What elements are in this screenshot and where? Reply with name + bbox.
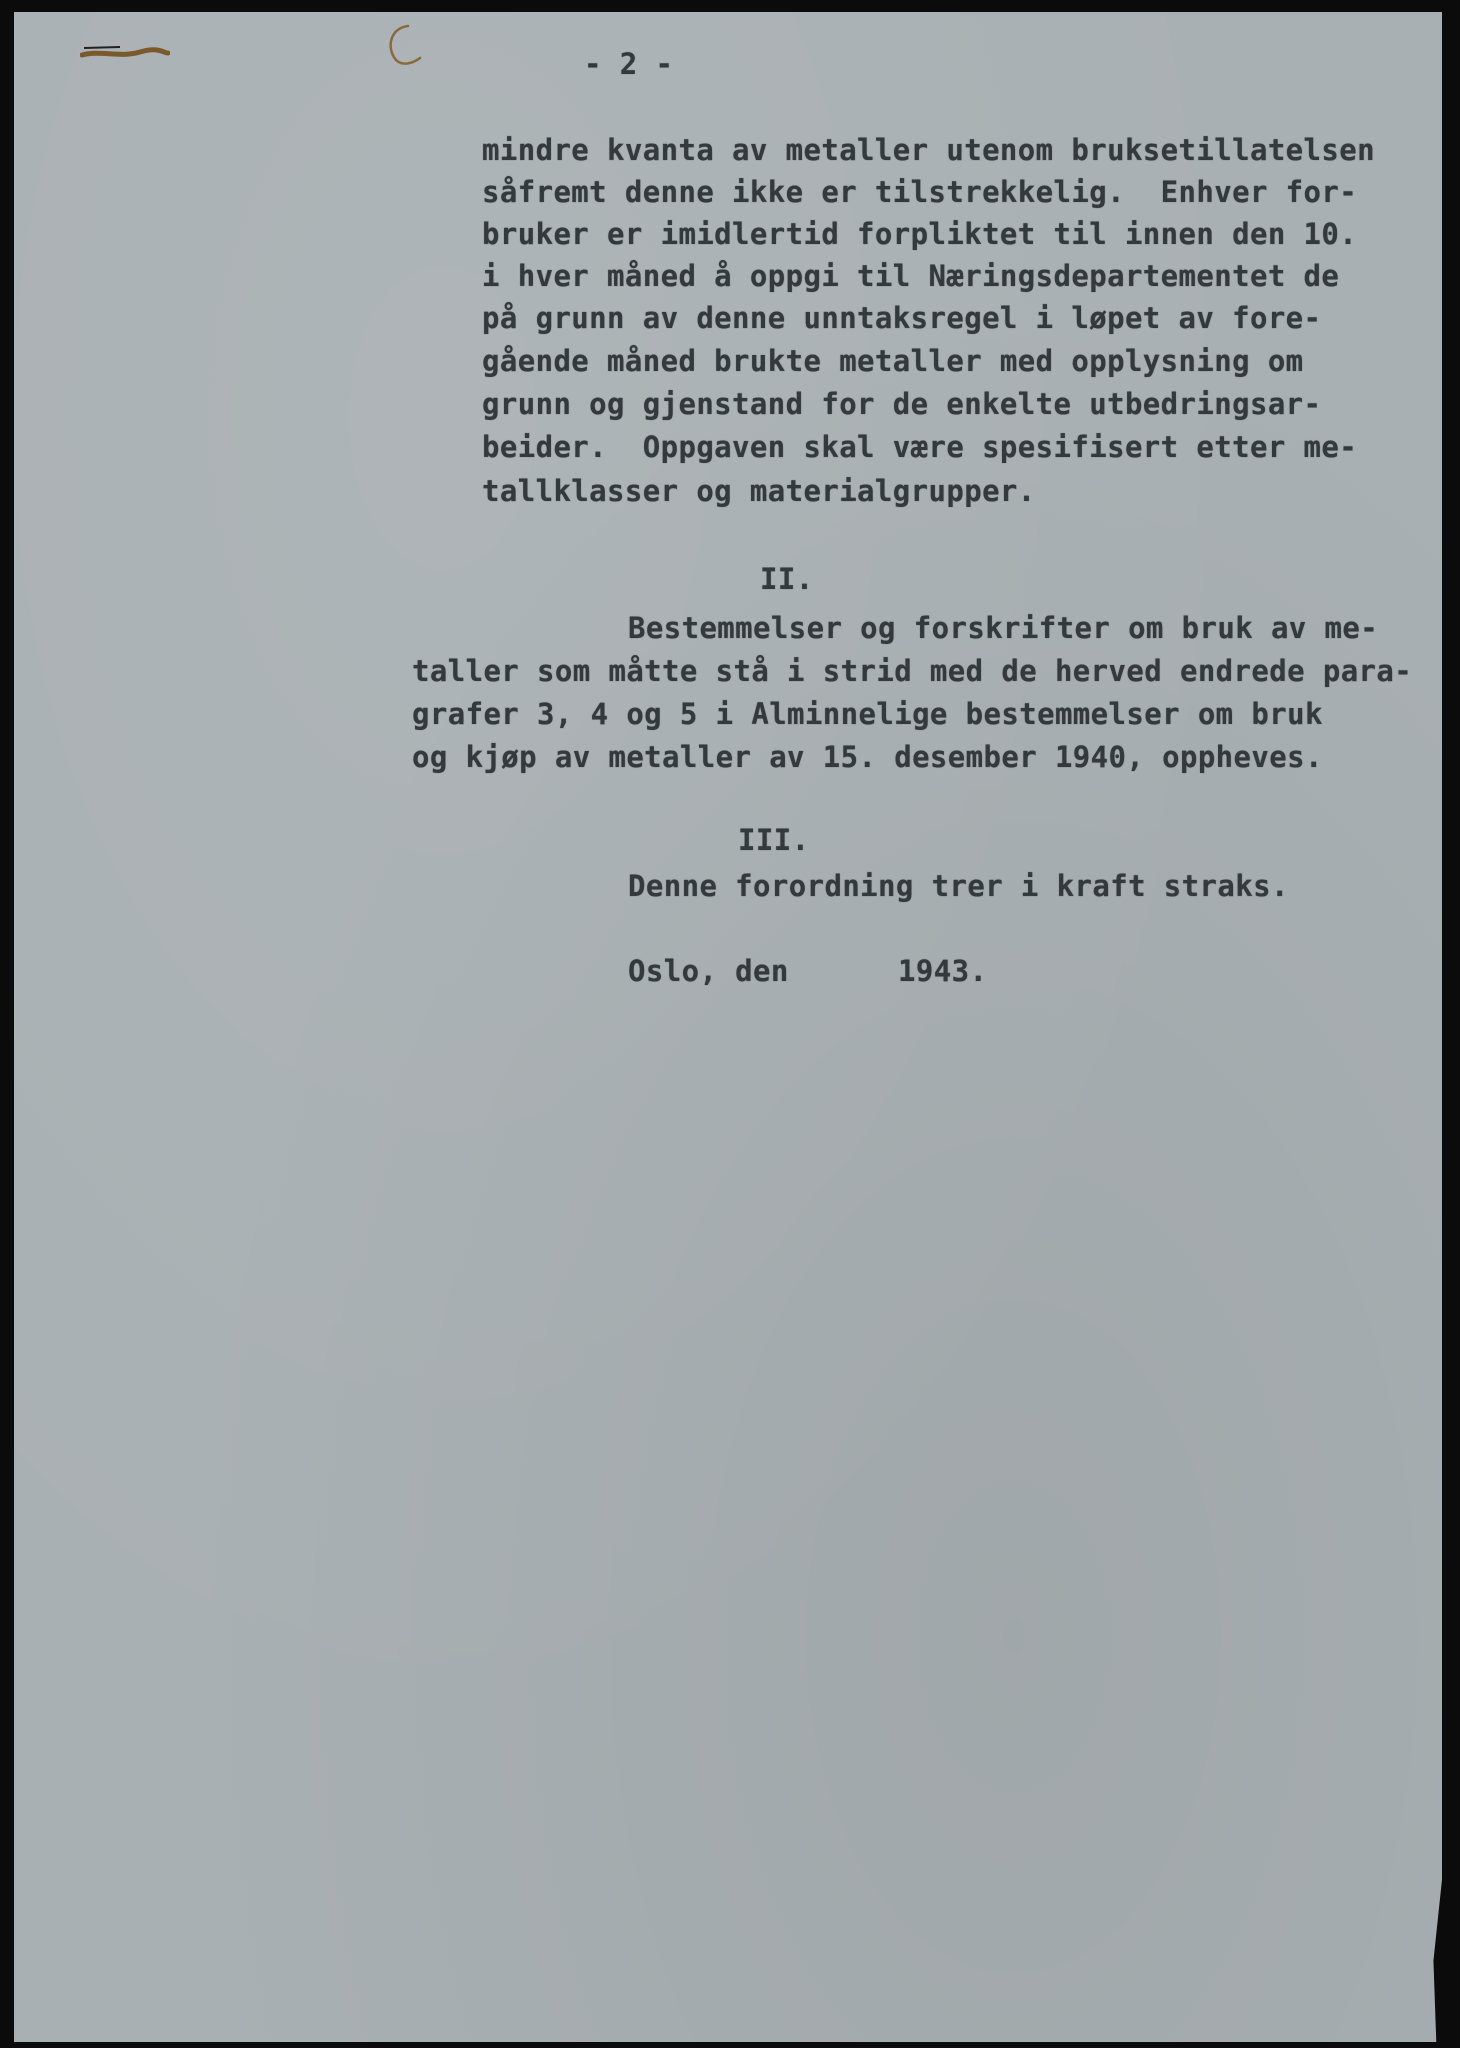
pencil-mark [80, 44, 170, 64]
section-line: taller som måtte stå i strid med de herved endrede para- [412, 654, 1413, 688]
date-place: Oslo, den [628, 954, 789, 988]
paragraph-line: bruker er imidlertid forpliktet til innen den 10. [482, 217, 1358, 251]
paragraph-line: grunn og gjenstand for de enkelte utbedringsar- [482, 387, 1322, 421]
paragraph-line: gående måned brukte metaller med opplysning om [482, 344, 1304, 378]
section-line: og kjøp av metaller av 15. desember 1940, oppheves. [412, 740, 1323, 774]
paragraph-line: såfremt denne ikke er tilstrekkelig. Enhver for- [482, 175, 1358, 209]
section-heading: III. [738, 823, 810, 857]
paragraph-line: mindre kvanta av metaller utenom bruksetillatelsen [482, 133, 1375, 167]
paragraph-line: tallklasser og materialgrupper. [482, 474, 1036, 508]
section-line: grafer 3, 4 og 5 i Alminnelige bestemmelser om bruk [412, 697, 1323, 731]
date-year: 1943. [898, 954, 988, 988]
paragraph-line: beider. Oppgaven skal være spesifisert etter me- [482, 430, 1358, 464]
handwritten-mark [378, 22, 428, 68]
paragraph-line: på grunn av denne unntaksregel i løpet av fore- [482, 301, 1322, 335]
section-line: Bestemmelser og forskrifter om bruk av me- [628, 611, 1379, 645]
section-heading: II. [760, 562, 814, 596]
page-number: - 2 - [584, 47, 674, 81]
paragraph-line: i hver måned å oppgi til Næringsdepartementet de [482, 259, 1340, 293]
section-line: Denne forordning trer i kraft straks. [628, 869, 1289, 903]
